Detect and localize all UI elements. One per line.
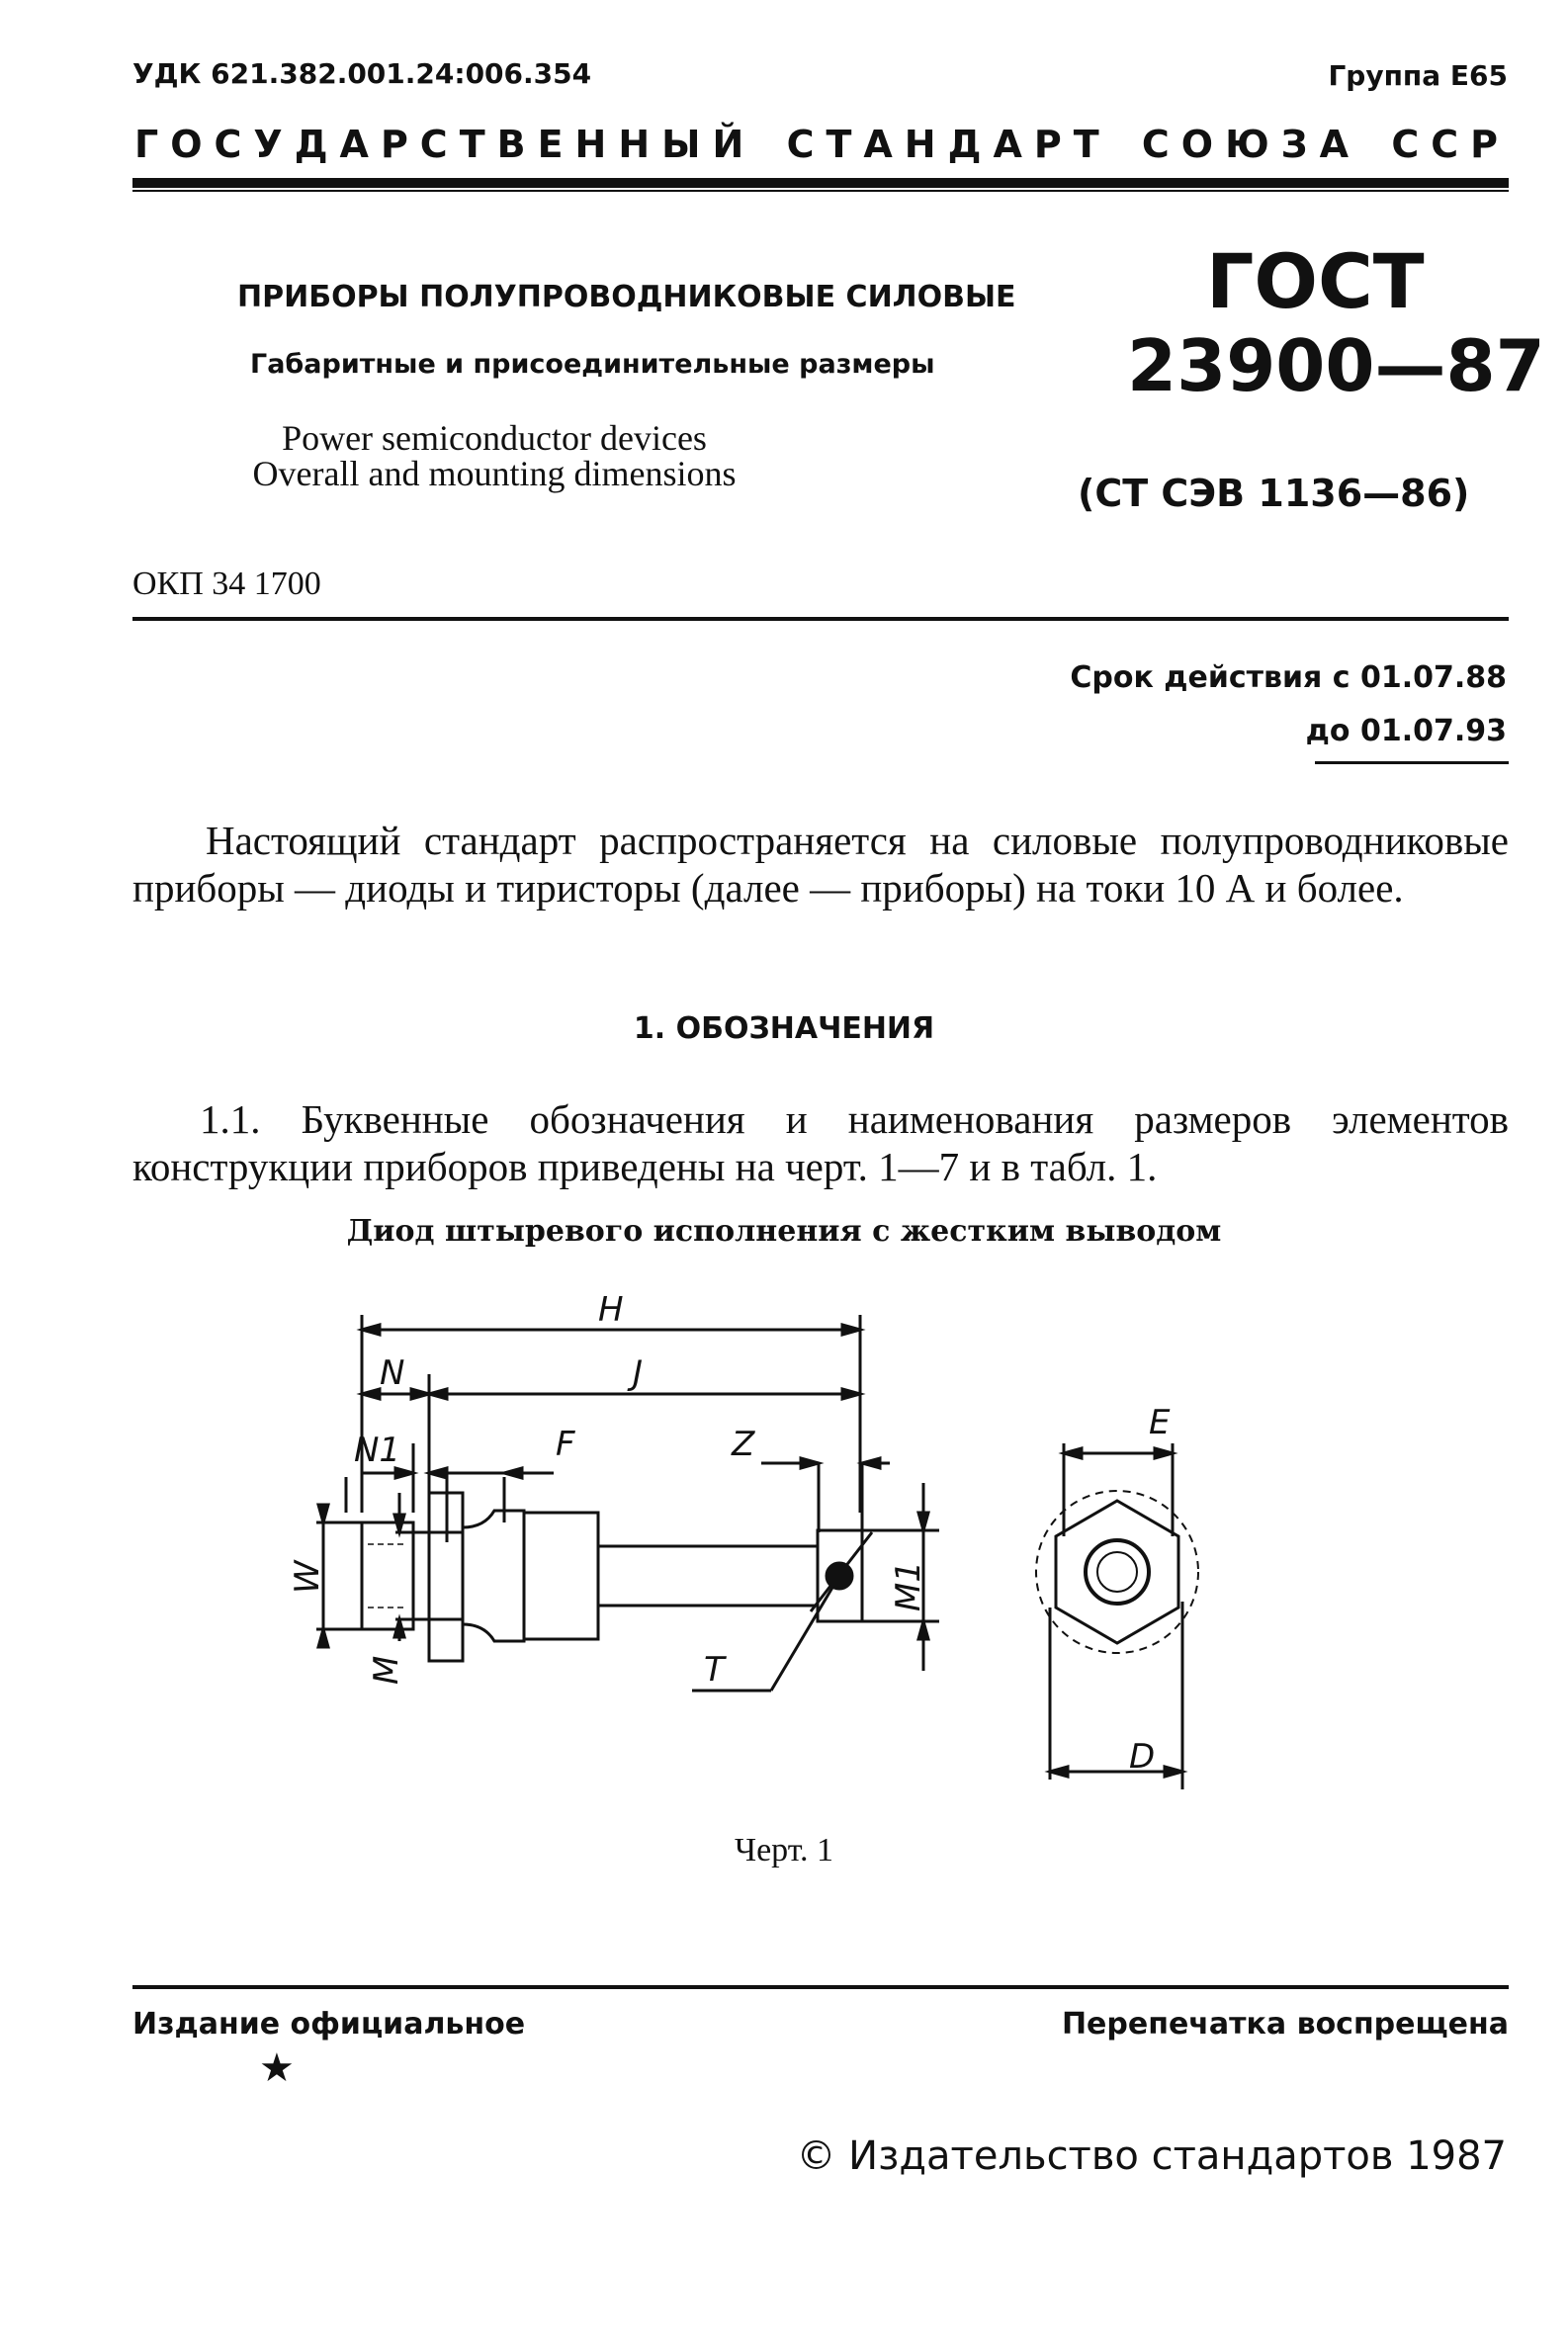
state-standard-banner — [134, 123, 1510, 166]
figure-caption: Диод штыревого исполнения с жестким выводом — [346, 1214, 1222, 1249]
title-ru-sub: Габаритные и присоединительные размеры — [250, 349, 935, 380]
banner-rule-thick — [132, 178, 1509, 188]
dim-label-t: T — [704, 1650, 725, 1690]
banner-rule-thin — [132, 190, 1509, 192]
title-ru-main: ПРИБОРЫ ПОЛУПРОВОДНИКОВЫЕ СИЛОВЫЕ — [237, 280, 1016, 314]
dim-label-f: F — [556, 1425, 575, 1464]
star-icon: ★ — [259, 2045, 295, 2090]
gost-number: 23900—87 — [1127, 324, 1545, 407]
side-view — [316, 1315, 939, 1691]
dim-label-h: H — [598, 1290, 624, 1330]
dim-label-e: E — [1149, 1403, 1171, 1442]
dim-label-j: J — [633, 1353, 644, 1393]
banner-word-4: ССР — [1391, 123, 1510, 166]
gost-label: ГОСТ — [1206, 237, 1425, 325]
dim-label-w: W — [288, 1560, 327, 1594]
validity-to: до 01.07.93 — [1305, 714, 1507, 748]
dim-label-z: Z — [732, 1425, 755, 1464]
validity-rule — [1315, 761, 1509, 764]
footer-rule — [132, 1985, 1509, 1989]
dim-label-n1: N1 — [354, 1431, 401, 1470]
udk-code: УДК 621.382.001.24:006.354 — [132, 57, 592, 90]
banner-word-3: СОЮЗА — [1141, 123, 1361, 166]
title-en-main: Power semiconductor devices — [282, 418, 707, 458]
official-edition-note: Издание официальное — [132, 2007, 526, 2042]
group-code: Группа Е65 — [1328, 59, 1508, 92]
figure-label: Черт. 1 — [734, 1832, 834, 1869]
st-sev-number: (СТ СЭВ 1136—86) — [1078, 472, 1470, 515]
okp-rule — [132, 617, 1509, 621]
intro-paragraph: Настоящий стандарт распространяется на силовые полупроводниковые приборы — диоды и тиристоры (далее — приборы) на токи 10 А и более. — [132, 818, 1509, 911]
dim-label-d: D — [1129, 1737, 1156, 1777]
section-heading: 1. ОБОЗНАЧЕНИЯ — [633, 1011, 935, 1046]
title-en-sub: Overall and mounting dimensions — [252, 454, 737, 493]
reprint-prohibited-note: Перепечатка воспрещена — [1061, 2007, 1509, 2042]
dim-label-m1: M1 — [889, 1561, 928, 1611]
okp-code: ОКП 34 1700 — [132, 565, 321, 602]
dim-label-m: M — [367, 1655, 406, 1685]
dim-label-n: N — [380, 1353, 405, 1393]
banner-word-1: ГОСУДАРСТВЕННЫЙ — [134, 123, 756, 166]
banner-word-2: СТАНДАРТ — [786, 123, 1111, 166]
publisher-copyright: © Издательство стандартов 1987 — [796, 2133, 1507, 2179]
diode-drawing — [288, 1285, 1384, 1799]
clause-1-1: 1.1. Буквенные обозначения и наименования размеров элементов конструкции приборов приведены на черт. 1—7 и в табл. 1. — [132, 1096, 1509, 1189]
end-view — [1036, 1443, 1198, 1789]
validity-from: Срок действия с 01.07.88 — [1070, 660, 1507, 695]
